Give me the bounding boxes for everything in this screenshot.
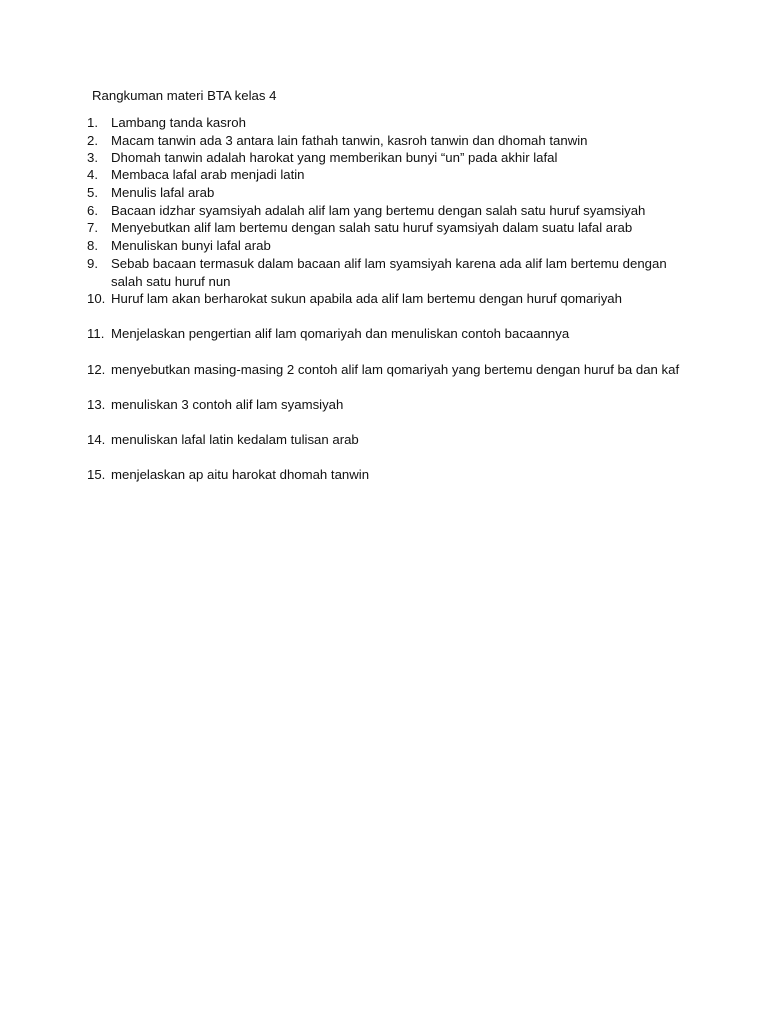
- list-item-number: 14.: [87, 432, 106, 447]
- list-item-text: Menyebutkan alif lam bertemu dengan salah satu huruf syamsiyah dalam suatu lafal arab: [111, 220, 633, 235]
- list-item-number: 6.: [87, 203, 98, 218]
- list-item-text: menuliskan lafal latin kedalam tulisan arab: [111, 432, 359, 447]
- list-item-text: menjelaskan ap aitu harokat dhomah tanwin: [111, 467, 370, 482]
- list-item-number: 8.: [87, 238, 98, 253]
- list-item-number: 11.: [87, 326, 105, 341]
- list-item-number: 4.: [87, 167, 98, 182]
- document-title: Rangkuman materi BTA kelas 4: [92, 88, 277, 103]
- list-item-number: 7.: [87, 220, 98, 235]
- list-item-text: menyebutkan masing-masing 2 contoh alif lam qomariyah yang bertemu dengan huruf ba dan kaf: [111, 362, 680, 377]
- list-item-text: Menulis lafal arab: [111, 185, 215, 200]
- list-item-text: Membaca lafal arab menjadi latin: [111, 167, 305, 182]
- list-item-text: Lambang tanda kasroh: [111, 115, 246, 130]
- list-item-text: Macam tanwin ada 3 antara lain fathah tanwin, kasroh tanwin dan dhomah tanwin: [111, 133, 588, 148]
- list-item-text: Bacaan idzhar syamsiyah adalah alif lam yang bertemu dengan salah satu huruf syamsiyah: [111, 203, 646, 218]
- list-item-text: Huruf lam akan berharokat sukun apabila ada alif lam bertemu dengan huruf qomariyah: [111, 291, 622, 306]
- list-item-number: 9.: [87, 256, 98, 271]
- list-item-text: Menjelaskan pengertian alif lam qomariyah dan menuliskan contoh bacaannya: [111, 326, 570, 341]
- list-item-number: 3.: [87, 150, 98, 165]
- list-item-text: Menuliskan bunyi lafal arab: [111, 238, 271, 253]
- list-item-number: 10.: [87, 291, 106, 306]
- list-item-text: Dhomah tanwin adalah harokat yang memberikan bunyi “un” pada akhir lafal: [111, 150, 558, 165]
- list-item-number: 12.: [87, 362, 106, 377]
- list-item-number: 5.: [87, 185, 98, 200]
- list-item-number: 2.: [87, 133, 98, 148]
- list-item-text: menuliskan 3 contoh alif lam syamsiyah: [111, 397, 344, 412]
- list-item-number: 15.: [87, 467, 106, 482]
- list-item-number: 13.: [87, 397, 106, 412]
- list-item-text: Sebab bacaan termasuk dalam bacaan alif lam syamsiyah karena ada alif lam bertemu dengan salah satu huruf nun: [111, 256, 667, 289]
- list-item-number: 1.: [87, 115, 98, 130]
